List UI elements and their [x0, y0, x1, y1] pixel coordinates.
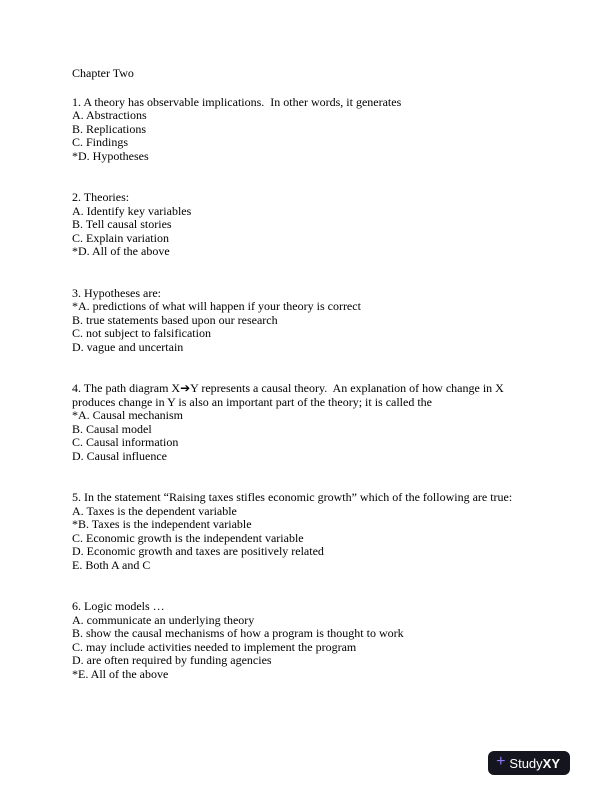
- answer-option: A. Identify key variables: [72, 203, 192, 218]
- studyxy-badge: [488, 751, 570, 775]
- question-block: [72, 382, 540, 463]
- question-block: [72, 491, 540, 572]
- question-stem-line: produces change in Y is also an important part of the theory; it is called the: [72, 394, 433, 409]
- answer-option: *D. Hypotheses: [72, 148, 149, 163]
- question-block: [72, 600, 540, 681]
- question-stem-line: 3. Hypotheses are:: [72, 285, 161, 300]
- answer-option: B. Replications: [72, 121, 146, 136]
- question-stem-line: 1. A theory has observable implications. In other words, it generates: [72, 94, 402, 109]
- answer-option: A. Taxes is the dependent variable: [72, 503, 237, 518]
- page-title: Chapter Two: [72, 66, 134, 80]
- question-stem-line: 4. The path diagram X➔Y represents a causal theory. An explanation of how change in X: [72, 381, 504, 395]
- badge-study-text: Study: [509, 755, 543, 771]
- answer-option: B. true statements based upon our research: [72, 312, 278, 327]
- question-block: [72, 287, 540, 355]
- answer-option: C. Economic growth is the independent variable: [72, 530, 304, 545]
- question-stem-line: 5. In the statement “Raising taxes stifles economic growth” which of the following are true:: [72, 490, 513, 504]
- answer-option: C. Findings: [72, 135, 129, 149]
- questions-container: [72, 96, 540, 682]
- answer-option: B. Causal model: [72, 421, 152, 436]
- answer-option: B. show the causal mechanisms of how a program is thought to work: [72, 626, 404, 640]
- answer-option: C. Explain variation: [72, 230, 169, 245]
- badge-xy-text: XY: [542, 755, 560, 771]
- answer-option: D. are often required by funding agencies: [72, 653, 272, 667]
- answer-option: *D. All of the above: [72, 244, 170, 258]
- question-block: [72, 191, 540, 259]
- question-block: [72, 96, 540, 164]
- answer-option: E. Both A and C: [72, 557, 151, 572]
- answer-option: D. Economic growth and taxes are positively related: [72, 544, 324, 558]
- answer-option: D. vague and uncertain: [72, 339, 184, 354]
- answer-option: C. may include activities needed to implement the program: [72, 639, 357, 654]
- answer-option: A. communicate an underlying theory: [72, 612, 255, 627]
- answer-option: *E. All of the above: [72, 666, 169, 681]
- answer-option: *A. Causal mechanism: [72, 408, 183, 422]
- answer-option: C. not subject to falsification: [72, 326, 211, 340]
- answer-option: *B. Taxes is the independent variable: [72, 517, 252, 531]
- answer-option: C. Causal information: [72, 435, 179, 449]
- answer-option: A. Abstractions: [72, 108, 147, 122]
- plus-icon: +: [496, 753, 506, 770]
- answer-option: D. Causal influence: [72, 448, 167, 463]
- answer-option: *A. predictions of what will happen if your theory is correct: [72, 299, 361, 313]
- answer-option: B. Tell causal stories: [72, 217, 172, 231]
- question-stem-line: 2. Theories:: [72, 190, 130, 204]
- question-stem-line: 6. Logic models …: [72, 599, 165, 613]
